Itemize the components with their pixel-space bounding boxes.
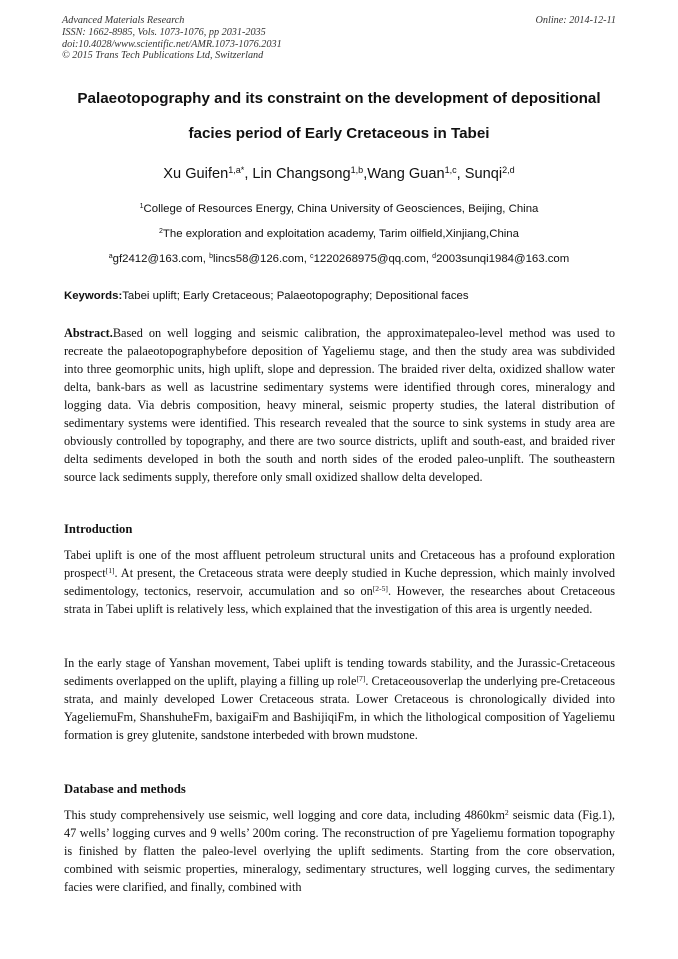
citation-ref: [2-5] [372,583,388,593]
paragraph-text: . However, the researches about Cretaceous strata in Tabei uplift is relatively less, which explained that the investigation of this area is urgently needed. [64,584,616,616]
affiliation-marker: 1 [139,203,144,211]
affiliation-2 [40,228,638,240]
affiliation-text: College of Resources Energy, China University of Geosciences, Beijing, China [143,203,539,215]
citation-ref: [7] [356,673,366,683]
author-affiliation-marker: 1,a* [228,165,245,176]
abstract-text: Based on well logging and seismic calibration, the approximatepaleo-level method was used to recreate the palaeotopographybefore deposition of Yageliemu stage, and then the study area was subdivided into three geomorphic units, high uplift, slope and depression. The braided river delta, oxidized shallow water delta, bank-bars as well as lacustrine sedimentary systems were identified through cores, mineralogy and logging data. Via debris composition, heavy mineral, seismic property studies, the lateral distribution of sedimentary systems were identified. This research revealed that the source to sink systems in study area are obviously controlled by topography, and there are two source districts, uplift and south-east, and braided river delta sediments developed in both the south and north sides of the eroded paleo-unplift. The southeastern source lack sediments supply, therefore only small oxidized shallow delta developed. [64,326,615,484]
paper-title-line-1: Palaeotopography and its constraint on the development of depositional [77,90,601,107]
author-separator: , [363,166,368,182]
email-marker: b [209,253,213,261]
author-separator: , [456,166,465,182]
affiliation-1 [40,203,638,215]
abstract-paragraph [64,324,615,486]
journal-name: Advanced Materials Research [62,15,185,26]
keywords-text: Tabei uplift; Early Cretaceous; Palaeotopography; Depositional faces [122,290,469,302]
paragraph-text: seismic data (Fig.1), 47 wells’ logging curves and 9 wells’ 200m coring. The reconstruction of pre Yageliemu formation topography is finished by flatten the paleo-level overlying the uplift sediments. Starting from the core observation, combined with seismic properties, mineralogy, sedimentary structures, well logging curves, the sedimentary facies were clarified, and finally, combined with [64,808,615,894]
introduction-paragraph-1 [64,546,615,618]
issn-line: ISSN: 1662-8985, Vols. 1073-1076, pp 2031-2035 [62,26,266,38]
copyright-line: © 2015 Trans Tech Publications Ltd, Switzerland [62,50,264,62]
email-address: lincs58@126.com, [212,253,311,265]
paragraph-text: . At present, the Cretaceous strata were deeply studied in Kuche depression, which mainly involved sedimentology, tectonics, reservoir, accumulation and so on [64,566,615,598]
author-separator: , [244,166,253,182]
email-address: 2003sunqi1984@163.com [436,253,570,265]
email-list [40,253,638,265]
doi-line: doi:10.4028/www.scientific.net/AMR.1073-1076.2031 [62,38,282,50]
introduction-paragraph-2 [64,654,615,744]
keywords [64,290,469,302]
email-marker: a [108,253,113,261]
database-methods-heading: Database and methods [64,782,186,796]
affiliation-text: The exploration and exploitation academy, Tarim oilfield,Xinjiang,China [162,228,519,240]
database-methods-paragraph [64,806,615,896]
citation-ref: [1] [105,565,115,575]
superscript-exponent: 2 [504,807,509,817]
email-marker: c [310,253,314,261]
email-address: gf2412@163.com, [112,253,210,265]
author-affiliation-marker: 2,d [502,165,515,176]
paragraph-text: In the early stage of Yanshan movement, Tabei uplift is tending towards stability, and the Jurassic-Cretaceous sediments overlapped on the uplift, playing a filling up role [64,656,615,688]
affiliation-marker: 2 [159,228,163,236]
author-affiliation-marker: 1,c [444,165,457,176]
email-address: 1220268975@qq.com, [313,253,433,265]
online-date: Online: 2014-12-11 [535,15,616,26]
abstract-label: Abstract. [64,326,113,340]
author-affiliation-marker: 1,b [350,165,364,176]
author-name: Sunqi [464,166,503,182]
paragraph-text: . Cretaceousoverlap the underlying pre-Cretaceous strata, and mainly developed Lower Cretaceous strata. Lower Cretaceous is chronologically divided into YageliemuFm, ShanshuheFm, baxigaiFm and BashijiqiFm, in which the lithological composition of Yageliemu formation is grey glutenite, sandstone interbeded with brown mudstone. [64,674,615,742]
email-marker: d [432,253,437,261]
paper-title-line-2: facies period of Early Cretaceous in Tabei [188,125,490,142]
author-list [40,166,638,182]
author-name: Lin Changsong [252,166,351,182]
introduction-heading: Introduction [64,522,133,536]
keywords-label: Keywords: [64,290,123,302]
paragraph-text: Tabei uplift is one of the most affluent petroleum structural units and Cretaceous has a profound exploration prospect [64,548,615,580]
paragraph-text: This study comprehensively use seismic, well logging and core data, including 4860km [64,808,505,822]
page-header [62,15,616,62]
author-name: Wang Guan [367,166,445,182]
author-name: Xu Guifen [163,166,229,182]
